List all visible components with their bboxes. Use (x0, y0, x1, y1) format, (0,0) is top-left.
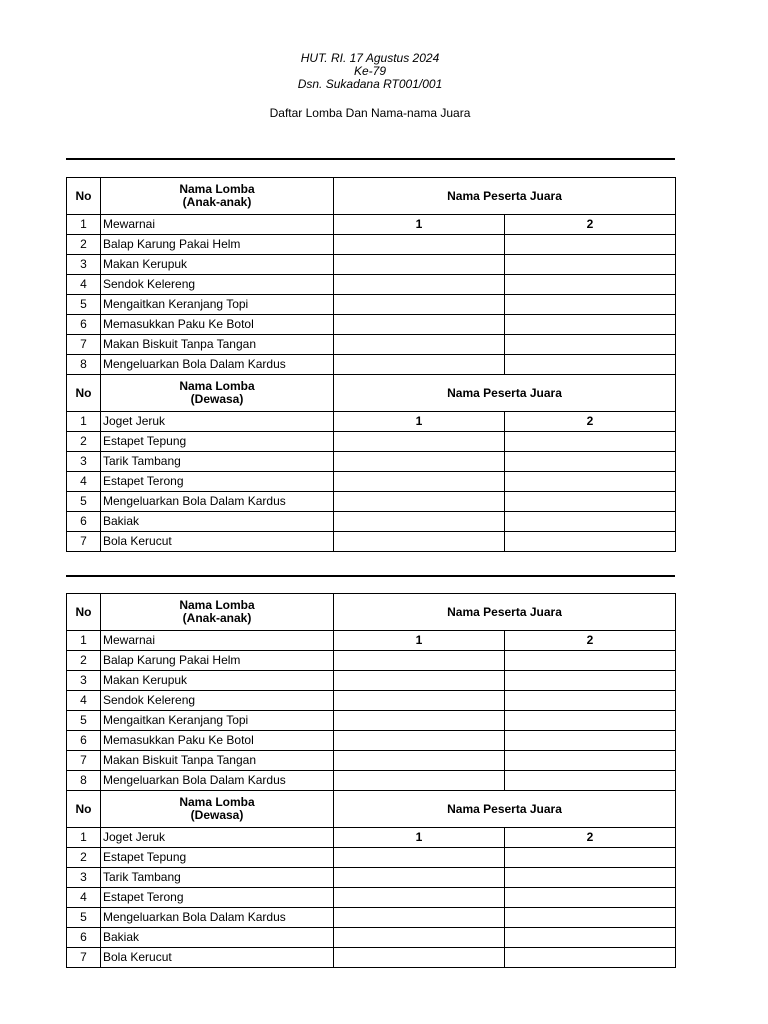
row-number: 1 (67, 215, 101, 235)
competition-name: Sendok Kelereng (101, 691, 334, 711)
table-row (67, 452, 676, 472)
competition-name-label: Nama Lomba (179, 795, 255, 809)
winner-1-cell (334, 731, 505, 751)
row-number: 1 (67, 828, 101, 848)
competition-name-header (101, 178, 334, 215)
no-header: No (67, 178, 101, 215)
competition-name: Memasukkan Paku Ke Botol (101, 731, 334, 751)
winner-2-cell (505, 235, 676, 255)
row-number: 4 (67, 691, 101, 711)
table-row (67, 335, 676, 355)
table-row (67, 731, 676, 751)
winner-2-cell (505, 868, 676, 888)
header-event-title: HUT. RI. 17 Agustus 2024 (300, 51, 440, 65)
winner-2-cell (505, 908, 676, 928)
row-number: 2 (67, 651, 101, 671)
rank-1-label: 1 (334, 412, 505, 432)
winner-1-cell (334, 651, 505, 671)
table-row (67, 651, 676, 671)
winner-1-cell (334, 868, 505, 888)
winner-2-cell (505, 355, 676, 375)
competition-name: Sendok Kelereng (101, 275, 334, 295)
winner-1-cell (334, 512, 505, 532)
table-row (67, 532, 676, 552)
competition-name-label: Nama Lomba (179, 598, 255, 612)
rank-2-label: 2 (505, 631, 676, 651)
row-number: 5 (67, 492, 101, 512)
section-divider-1 (66, 158, 675, 160)
header-anniversary: Ke-79 (353, 64, 387, 78)
row-number: 5 (67, 295, 101, 315)
table-row (67, 315, 676, 335)
winner-1-cell (334, 315, 505, 335)
adult-section (67, 791, 676, 968)
winner-2-cell (505, 335, 676, 355)
competition-name: Bola Kerucut (101, 532, 334, 552)
competition-name: Mengeluarkan Bola Dalam Kardus (101, 908, 334, 928)
winner-2-cell (505, 255, 676, 275)
winner-1-cell (334, 472, 505, 492)
row-number: 6 (67, 731, 101, 751)
competition-name: Makan Biskuit Tanpa Tangan (101, 335, 334, 355)
competition-name: Mengaitkan Keranjang Topi (101, 711, 334, 731)
competition-group-label: (Dewasa) (190, 808, 244, 822)
winner-2-cell (505, 751, 676, 771)
row-number: 8 (67, 355, 101, 375)
competition-name: Makan Kerupuk (101, 255, 334, 275)
competition-name: Estapet Terong (101, 888, 334, 908)
competition-name-label: Nama Lomba (179, 379, 255, 393)
row-number: 4 (67, 472, 101, 492)
results-table-1 (66, 177, 676, 552)
table-row (67, 631, 676, 651)
winner-1-cell (334, 335, 505, 355)
winner-2-cell (505, 492, 676, 512)
competition-name: Mengeluarkan Bola Dalam Kardus (101, 492, 334, 512)
row-number: 5 (67, 908, 101, 928)
winner-2-cell (505, 671, 676, 691)
row-number: 7 (67, 948, 101, 968)
row-number: 3 (67, 671, 101, 691)
competition-name: Mengeluarkan Bola Dalam Kardus (101, 771, 334, 791)
competition-name: Mewarnai (101, 215, 334, 235)
winner-1-cell (334, 888, 505, 908)
rank-2-label: 2 (505, 215, 676, 235)
row-number: 3 (67, 255, 101, 275)
winner-1-cell (334, 948, 505, 968)
rank-1-label: 1 (334, 828, 505, 848)
row-number: 2 (67, 235, 101, 255)
rank-1-label: 1 (334, 631, 505, 651)
winner-2-cell (505, 452, 676, 472)
table-row (67, 771, 676, 791)
rank-2-label: 2 (505, 828, 676, 848)
row-number: 3 (67, 452, 101, 472)
competition-name: Mengeluarkan Bola Dalam Kardus (101, 355, 334, 375)
competition-name: Makan Biskuit Tanpa Tangan (101, 751, 334, 771)
row-number: 7 (67, 751, 101, 771)
winner-1-cell (334, 255, 505, 275)
rank-2-label: 2 (505, 412, 676, 432)
winner-1-cell (334, 771, 505, 791)
winner-2-cell (505, 651, 676, 671)
winner-1-cell (334, 928, 505, 948)
winner-2-cell (505, 731, 676, 751)
table-row (67, 888, 676, 908)
no-header: No (67, 594, 101, 631)
row-number: 7 (67, 532, 101, 552)
row-number: 6 (67, 512, 101, 532)
kids-section (67, 594, 676, 791)
winner-2-cell (505, 888, 676, 908)
winner-2-cell (505, 928, 676, 948)
no-header: No (67, 375, 101, 412)
table-row (67, 235, 676, 255)
kids-section (67, 178, 676, 375)
winners-header: Nama Peserta Juara (334, 375, 676, 412)
winner-1-cell (334, 275, 505, 295)
row-number: 4 (67, 888, 101, 908)
winner-2-cell (505, 948, 676, 968)
table-row (67, 472, 676, 492)
competition-name: Balap Karung Pakai Helm (101, 651, 334, 671)
row-number: 1 (67, 412, 101, 432)
adult-section (67, 375, 676, 552)
row-number: 8 (67, 771, 101, 791)
section-divider-2 (66, 575, 675, 577)
winner-2-cell (505, 275, 676, 295)
winner-1-cell (334, 711, 505, 731)
winner-1-cell (334, 751, 505, 771)
competition-name: Joget Jeruk (101, 828, 334, 848)
header-row (67, 178, 676, 215)
header-row (67, 594, 676, 631)
competition-name: Makan Kerupuk (101, 671, 334, 691)
row-number: 2 (67, 848, 101, 868)
results-table-2 (66, 593, 676, 968)
document-header (0, 52, 740, 91)
competition-name-header (101, 594, 334, 631)
winner-1-cell (334, 355, 505, 375)
winner-2-cell (505, 771, 676, 791)
competition-name-label: Nama Lomba (179, 182, 255, 196)
competition-name: Estapet Terong (101, 472, 334, 492)
table-row (67, 215, 676, 235)
winner-2-cell (505, 691, 676, 711)
competition-name: Bola Kerucut (101, 948, 334, 968)
winner-2-cell (505, 512, 676, 532)
table-row (67, 432, 676, 452)
competition-name: Balap Karung Pakai Helm (101, 235, 334, 255)
competition-name: Memasukkan Paku Ke Botol (101, 315, 334, 335)
row-number: 3 (67, 868, 101, 888)
winner-1-cell (334, 532, 505, 552)
table-row (67, 691, 676, 711)
row-number: 1 (67, 631, 101, 651)
competition-name: Tarik Tambang (101, 868, 334, 888)
winner-1-cell (334, 452, 505, 472)
winner-1-cell (334, 691, 505, 711)
row-number: 2 (67, 432, 101, 452)
competition-name: Mewarnai (101, 631, 334, 651)
winners-header: Nama Peserta Juara (334, 791, 676, 828)
table-row (67, 711, 676, 731)
winner-2-cell (505, 432, 676, 452)
table-row (67, 868, 676, 888)
header-row (67, 375, 676, 412)
table-row (67, 255, 676, 275)
no-header: No (67, 791, 101, 828)
winner-1-cell (334, 671, 505, 691)
winner-2-cell (505, 532, 676, 552)
table-row (67, 492, 676, 512)
winner-2-cell (505, 295, 676, 315)
table-row (67, 512, 676, 532)
competition-name: Mengaitkan Keranjang Topi (101, 295, 334, 315)
winner-2-cell (505, 848, 676, 868)
table-row (67, 671, 676, 691)
winners-header: Nama Peserta Juara (334, 178, 676, 215)
competition-group-label: (Anak-anak) (182, 195, 252, 209)
row-number: 4 (67, 275, 101, 295)
row-number: 6 (67, 928, 101, 948)
competition-name-header (101, 375, 334, 412)
winner-2-cell (505, 711, 676, 731)
row-number: 6 (67, 315, 101, 335)
table-row (67, 355, 676, 375)
competition-group-label: (Dewasa) (190, 392, 244, 406)
table-row (67, 948, 676, 968)
document-subtitle: Daftar Lomba Dan Nama-nama Juara (269, 106, 471, 120)
table-row (67, 412, 676, 432)
winner-1-cell (334, 432, 505, 452)
competition-name-header (101, 791, 334, 828)
competition-name: Estapet Tepung (101, 432, 334, 452)
header-location: Dsn. Sukadana RT001/001 (297, 77, 443, 91)
winners-header: Nama Peserta Juara (334, 594, 676, 631)
winner-1-cell (334, 235, 505, 255)
table-row (67, 928, 676, 948)
table-row (67, 295, 676, 315)
header-row (67, 791, 676, 828)
winner-1-cell (334, 295, 505, 315)
competition-name: Bakiak (101, 512, 334, 532)
competition-name: Joget Jeruk (101, 412, 334, 432)
row-number: 5 (67, 711, 101, 731)
winner-1-cell (334, 492, 505, 512)
table-row (67, 275, 676, 295)
table-row (67, 848, 676, 868)
table-row (67, 908, 676, 928)
competition-group-label: (Anak-anak) (182, 611, 252, 625)
row-number: 7 (67, 335, 101, 355)
winner-2-cell (505, 315, 676, 335)
winner-1-cell (334, 908, 505, 928)
table-row (67, 828, 676, 848)
table-row (67, 751, 676, 771)
competition-name: Bakiak (101, 928, 334, 948)
competition-name: Estapet Tepung (101, 848, 334, 868)
winner-1-cell (334, 848, 505, 868)
competition-name: Tarik Tambang (101, 452, 334, 472)
rank-1-label: 1 (334, 215, 505, 235)
winner-2-cell (505, 472, 676, 492)
